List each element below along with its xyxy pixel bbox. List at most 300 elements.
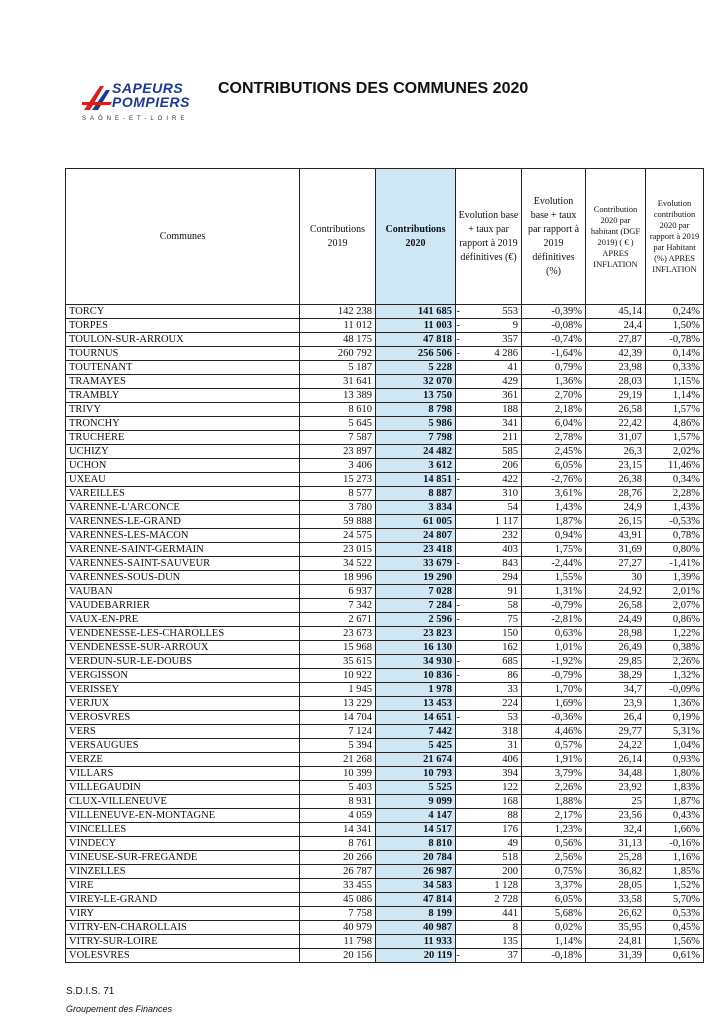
commune-name: VENDENESSE-SUR-ARROUX <box>66 641 300 655</box>
table-row <box>66 879 704 893</box>
contribution-2019: 35 615 <box>300 655 376 669</box>
evolution-eur: 403 <box>456 543 522 557</box>
evolution-pct: 0,75% <box>522 865 586 879</box>
footer-department: Groupement des Finances <box>66 1004 173 1014</box>
commune-name: TRAMAYES <box>66 375 300 389</box>
contribution-per-habitant: 22,42 <box>586 417 646 431</box>
contribution-2019: 5 403 <box>300 781 376 795</box>
evolution-pct: 3,37% <box>522 879 586 893</box>
contribution-per-habitant: 23,15 <box>586 459 646 473</box>
table-row <box>66 739 704 753</box>
contribution-2019: 45 086 <box>300 893 376 907</box>
table-row <box>66 599 704 613</box>
evolution-pct: 1,14% <box>522 935 586 949</box>
table-row <box>66 851 704 865</box>
evolution-per-habitant: 0,24% <box>646 305 704 319</box>
contribution-per-habitant: 29,85 <box>586 655 646 669</box>
evolution-eur: 1 117 <box>456 515 522 529</box>
evolution-pct: 4,46% <box>522 725 586 739</box>
contribution-2020: 26 987 <box>376 865 456 879</box>
contribution-per-habitant: 33,58 <box>586 893 646 907</box>
table-row <box>66 431 704 445</box>
contribution-2019: 3 780 <box>300 501 376 515</box>
evolution-eur: 162 <box>456 641 522 655</box>
table-row <box>66 585 704 599</box>
contribution-2019: 48 175 <box>300 333 376 347</box>
commune-name: VITRY-SUR-LOIRE <box>66 935 300 949</box>
contribution-per-habitant: 36,82 <box>586 865 646 879</box>
evolution-pct: 1,55% <box>522 571 586 585</box>
contribution-per-habitant: 26,3 <box>586 445 646 459</box>
evolution-per-habitant: 2,07% <box>646 599 704 613</box>
evolution-pct: -0,36% <box>522 711 586 725</box>
evolution-eur: 585 <box>456 445 522 459</box>
contribution-2020: 11 003 - <box>376 319 456 333</box>
contribution-2020: 33 679 - <box>376 557 456 571</box>
contribution-2020: 32 070 <box>376 375 456 389</box>
evolution-pct: 1,31% <box>522 585 586 599</box>
commune-name: TORPES <box>66 319 300 333</box>
table-row <box>66 529 704 543</box>
table-header-row <box>66 169 704 305</box>
table-row <box>66 697 704 711</box>
header-communes: Communes <box>66 169 300 305</box>
contribution-per-habitant: 31,07 <box>586 431 646 445</box>
evolution-per-habitant: 2,02% <box>646 445 704 459</box>
evolution-pct: 1,36% <box>522 375 586 389</box>
evolution-pct: 2,17% <box>522 809 586 823</box>
evolution-pct: 6,04% <box>522 417 586 431</box>
evolution-eur: 429 <box>456 375 522 389</box>
evolution-pct: 2,56% <box>522 851 586 865</box>
contribution-2020: 24 807 <box>376 529 456 543</box>
contribution-2019: 5 187 <box>300 361 376 375</box>
evolution-per-habitant: 1,83% <box>646 781 704 795</box>
contribution-per-habitant: 32,4 <box>586 823 646 837</box>
contribution-2020: 13 453 <box>376 697 456 711</box>
evolution-pct: -0,08% <box>522 319 586 333</box>
evolution-eur: 553 <box>456 305 522 319</box>
evolution-per-habitant: 0,34% <box>646 473 704 487</box>
contribution-2020: 47 814 <box>376 893 456 907</box>
logo-text-department: SAÔNE-ET-LOIRE <box>82 116 189 122</box>
evolution-per-habitant: 1,57% <box>646 431 704 445</box>
evolution-pct: 2,78% <box>522 431 586 445</box>
evolution-per-habitant: 0,33% <box>646 361 704 375</box>
evolution-pct: 1,70% <box>522 683 586 697</box>
evolution-pct: 0,79% <box>522 361 586 375</box>
negative-marker: - <box>456 334 460 345</box>
logo-text-sapeurs: SAPEURS <box>112 80 184 96</box>
header-evolution-per-habitant: Evolution contribution 2020 par rapport à 2019 par Habitant (%) APRES INFLATION <box>646 169 704 305</box>
commune-name: VAUBAN <box>66 585 300 599</box>
contribution-2020: 1 978 <box>376 683 456 697</box>
evolution-per-habitant: 5,31% <box>646 725 704 739</box>
contribution-2019: 4 059 <box>300 809 376 823</box>
contribution-2020: 14 851 - <box>376 473 456 487</box>
page-title: CONTRIBUTIONS DES COMMUNES 2020 <box>218 80 529 97</box>
table-row <box>66 669 704 683</box>
table-row <box>66 417 704 431</box>
contribution-2019: 8 931 <box>300 795 376 809</box>
table-row <box>66 361 704 375</box>
contribution-2019: 20 266 <box>300 851 376 865</box>
commune-name: VIRE <box>66 879 300 893</box>
evolution-per-habitant: -1,41% <box>646 557 704 571</box>
evolution-pct: -2,44% <box>522 557 586 571</box>
commune-name: UXEAU <box>66 473 300 487</box>
contribution-per-habitant: 23,92 <box>586 781 646 795</box>
contribution-2019: 7 124 <box>300 725 376 739</box>
evolution-per-habitant: 1,16% <box>646 851 704 865</box>
contribution-2019: 59 888 <box>300 515 376 529</box>
table-row <box>66 445 704 459</box>
contribution-2020: 5 525 <box>376 781 456 795</box>
commune-name: VARENNES-LES-MACON <box>66 529 300 543</box>
evolution-pct: 1,43% <box>522 501 586 515</box>
contribution-2019: 15 273 <box>300 473 376 487</box>
negative-marker: - <box>456 712 460 723</box>
table-row <box>66 921 704 935</box>
commune-name: VARENNES-LE-GRAND <box>66 515 300 529</box>
contribution-2019: 23 673 <box>300 627 376 641</box>
evolution-eur: 75 <box>456 613 522 627</box>
evolution-per-habitant: 1,85% <box>646 865 704 879</box>
evolution-eur: 135 <box>456 935 522 949</box>
commune-name: UCHON <box>66 459 300 473</box>
evolution-eur: 91 <box>456 585 522 599</box>
evolution-per-habitant: 0,53% <box>646 907 704 921</box>
contribution-2020: 2 596 - <box>376 613 456 627</box>
contribution-per-habitant: 26,49 <box>586 641 646 655</box>
negative-marker: - <box>456 656 460 667</box>
contribution-per-habitant: 23,98 <box>586 361 646 375</box>
contribution-2020: 8 798 <box>376 403 456 417</box>
contribution-per-habitant: 26,4 <box>586 711 646 725</box>
table-row <box>66 725 704 739</box>
contribution-2019: 1 945 <box>300 683 376 697</box>
negative-marker: - <box>456 600 460 611</box>
contribution-2019: 8 577 <box>300 487 376 501</box>
evolution-eur: 1 128 <box>456 879 522 893</box>
commune-name: VARENNES-SOUS-DUN <box>66 571 300 585</box>
evolution-per-habitant: 1,36% <box>646 697 704 711</box>
table-body <box>66 305 704 963</box>
evolution-pct: 0,63% <box>522 627 586 641</box>
contribution-2019: 13 389 <box>300 389 376 403</box>
contribution-2019: 18 996 <box>300 571 376 585</box>
evolution-per-habitant: 4,86% <box>646 417 704 431</box>
evolution-per-habitant: 1,32% <box>646 669 704 683</box>
negative-marker: - <box>456 474 460 485</box>
contribution-2020: 14 517 <box>376 823 456 837</box>
table-row <box>66 641 704 655</box>
commune-name: TOURNUS <box>66 347 300 361</box>
negative-marker: - <box>456 670 460 681</box>
evolution-eur: 206 <box>456 459 522 473</box>
table-row <box>66 613 704 627</box>
commune-name: TOULON-SUR-ARROUX <box>66 333 300 347</box>
contribution-2019: 260 792 <box>300 347 376 361</box>
evolution-eur: 361 <box>456 389 522 403</box>
evolution-per-habitant: 1,66% <box>646 823 704 837</box>
evolution-eur: 441 <box>456 907 522 921</box>
evolution-pct: 2,70% <box>522 389 586 403</box>
evolution-per-habitant: 0,45% <box>646 921 704 935</box>
table-row <box>66 347 704 361</box>
commune-name: TRIVY <box>66 403 300 417</box>
evolution-per-habitant: 1,39% <box>646 571 704 585</box>
table-row <box>66 935 704 949</box>
negative-marker: - <box>456 614 460 625</box>
contribution-2020: 10 793 <box>376 767 456 781</box>
contribution-per-habitant: 26,62 <box>586 907 646 921</box>
evolution-per-habitant: 1,15% <box>646 375 704 389</box>
evolution-per-habitant: 0,61% <box>646 949 704 963</box>
contribution-per-habitant: 38,29 <box>586 669 646 683</box>
evolution-pct: 5,68% <box>522 907 586 921</box>
evolution-eur: 685 <box>456 655 522 669</box>
contribution-per-habitant: 27,87 <box>586 333 646 347</box>
contribution-2019: 7 342 <box>300 599 376 613</box>
commune-name: VARENNE-SAINT-GERMAIN <box>66 543 300 557</box>
evolution-pct: 1,75% <box>522 543 586 557</box>
evolution-pct: 1,01% <box>522 641 586 655</box>
contribution-per-habitant: 28,05 <box>586 879 646 893</box>
evolution-per-habitant: 1,14% <box>646 389 704 403</box>
evolution-pct: 3,61% <box>522 487 586 501</box>
contribution-2020: 8 810 <box>376 837 456 851</box>
contribution-per-habitant: 43,91 <box>586 529 646 543</box>
evolution-pct: 1,23% <box>522 823 586 837</box>
commune-name: TRUCHERE <box>66 431 300 445</box>
evolution-pct: -1,92% <box>522 655 586 669</box>
commune-name: VINDECY <box>66 837 300 851</box>
commune-name: VINEUSE-SUR-FREGANDE <box>66 851 300 865</box>
evolution-eur: 224 <box>456 697 522 711</box>
evolution-eur: 54 <box>456 501 522 515</box>
contribution-2019: 11 798 <box>300 935 376 949</box>
evolution-pct: 6,05% <box>522 459 586 473</box>
commune-name: VARENNE-L'ARCONCE <box>66 501 300 515</box>
evolution-eur: 168 <box>456 795 522 809</box>
contribution-2020: 40 987 <box>376 921 456 935</box>
table-row <box>66 403 704 417</box>
evolution-eur: 310 <box>456 487 522 501</box>
commune-name: VERJUX <box>66 697 300 711</box>
table-row <box>66 809 704 823</box>
contribution-per-habitant: 35,95 <box>586 921 646 935</box>
contribution-2019: 23 015 <box>300 543 376 557</box>
commune-name: UCHIZY <box>66 445 300 459</box>
contribution-2019: 142 238 <box>300 305 376 319</box>
negative-marker: - <box>456 306 460 317</box>
evolution-per-habitant: 5,70% <box>646 893 704 907</box>
evolution-per-habitant: 0,78% <box>646 529 704 543</box>
contribution-per-habitant: 26,58 <box>586 403 646 417</box>
commune-name: VERISSEY <box>66 683 300 697</box>
evolution-pct: -0,39% <box>522 305 586 319</box>
flame-stripes-icon <box>82 80 116 114</box>
commune-name: TOUTENANT <box>66 361 300 375</box>
contribution-2020: 5 425 <box>376 739 456 753</box>
contribution-2019: 21 268 <box>300 753 376 767</box>
table-row <box>66 655 704 669</box>
commune-name: VERZE <box>66 753 300 767</box>
commune-name: TRAMBLY <box>66 389 300 403</box>
evolution-per-habitant: 1,52% <box>646 879 704 893</box>
evolution-eur: 188 <box>456 403 522 417</box>
table-row <box>66 557 704 571</box>
contribution-per-habitant: 23,56 <box>586 809 646 823</box>
table-row <box>66 389 704 403</box>
evolution-eur: 211 <box>456 431 522 445</box>
contribution-2020: 3 834 <box>376 501 456 515</box>
evolution-per-habitant: 0,86% <box>646 613 704 627</box>
commune-name: VINCELLES <box>66 823 300 837</box>
evolution-per-habitant: -0,09% <box>646 683 704 697</box>
evolution-eur: 4 286 <box>456 347 522 361</box>
evolution-eur: 9 <box>456 319 522 333</box>
table-row <box>66 333 704 347</box>
evolution-per-habitant: 1,57% <box>646 403 704 417</box>
evolution-eur: 58 <box>456 599 522 613</box>
sdis-logo <box>82 78 192 128</box>
contribution-2019: 14 341 <box>300 823 376 837</box>
contribution-per-habitant: 24,92 <box>586 585 646 599</box>
table-row <box>66 375 704 389</box>
evolution-pct: 1,88% <box>522 795 586 809</box>
contribution-per-habitant: 29,77 <box>586 725 646 739</box>
evolution-eur: 88 <box>456 809 522 823</box>
contribution-2019: 8 761 <box>300 837 376 851</box>
evolution-pct: -0,74% <box>522 333 586 347</box>
contribution-2019: 33 455 <box>300 879 376 893</box>
table-row <box>66 781 704 795</box>
contribution-per-habitant: 24,49 <box>586 613 646 627</box>
commune-name: VAUDEBARRIER <box>66 599 300 613</box>
contribution-per-habitant: 28,03 <box>586 375 646 389</box>
table-row <box>66 823 704 837</box>
contribution-2019: 40 979 <box>300 921 376 935</box>
evolution-eur: 150 <box>456 627 522 641</box>
evolution-per-habitant: 0,19% <box>646 711 704 725</box>
contribution-2019: 7 587 <box>300 431 376 445</box>
evolution-eur: 318 <box>456 725 522 739</box>
commune-name: VAREILLES <box>66 487 300 501</box>
evolution-eur: 122 <box>456 781 522 795</box>
evolution-per-habitant: -0,53% <box>646 515 704 529</box>
evolution-pct: 0,57% <box>522 739 586 753</box>
logo-text-pompiers: POMPIERS <box>112 94 190 110</box>
commune-name: VITRY-EN-CHAROLLAIS <box>66 921 300 935</box>
contribution-2019: 24 575 <box>300 529 376 543</box>
evolution-pct: -2,76% <box>522 473 586 487</box>
evolution-pct: 2,26% <box>522 781 586 795</box>
evolution-per-habitant: 1,04% <box>646 739 704 753</box>
contribution-2019: 34 522 <box>300 557 376 571</box>
header-contributions-2020: Contributions 2020 <box>376 169 456 305</box>
evolution-eur: 406 <box>456 753 522 767</box>
contribution-per-habitant: 26,58 <box>586 599 646 613</box>
contribution-2020: 21 674 <box>376 753 456 767</box>
negative-marker: - <box>456 950 460 961</box>
evolution-per-habitant: 0,14% <box>646 347 704 361</box>
contribution-per-habitant: 28,98 <box>586 627 646 641</box>
commune-name: TORCY <box>66 305 300 319</box>
header-evolution-pct: Evolution base + taux par rapport à 2019 définitives (%) <box>522 169 586 305</box>
commune-name: CLUX-VILLENEUVE <box>66 795 300 809</box>
evolution-eur: 53 <box>456 711 522 725</box>
contribution-2020: 19 290 <box>376 571 456 585</box>
evolution-per-habitant: 0,38% <box>646 641 704 655</box>
evolution-pct: 0,94% <box>522 529 586 543</box>
contribution-2020: 14 651 - <box>376 711 456 725</box>
contribution-per-habitant: 28,76 <box>586 487 646 501</box>
contribution-2019: 5 645 <box>300 417 376 431</box>
table-row <box>66 893 704 907</box>
evolution-pct: 0,02% <box>522 921 586 935</box>
table-row <box>66 837 704 851</box>
contribution-2020: 4 147 <box>376 809 456 823</box>
contribution-2019: 5 394 <box>300 739 376 753</box>
contribution-2019: 3 406 <box>300 459 376 473</box>
table-row <box>66 305 704 319</box>
contribution-per-habitant: 26,38 <box>586 473 646 487</box>
table-row <box>66 767 704 781</box>
contribution-per-habitant: 29,19 <box>586 389 646 403</box>
contribution-per-habitant: 23,9 <box>586 697 646 711</box>
contribution-per-habitant: 26,14 <box>586 753 646 767</box>
evolution-eur: 341 <box>456 417 522 431</box>
contribution-2020: 47 818 - <box>376 333 456 347</box>
table-row <box>66 683 704 697</box>
contribution-2020: 13 750 <box>376 389 456 403</box>
contribution-2020: 34 930 - <box>376 655 456 669</box>
footer-organization: S.D.I.S. 71 <box>66 986 115 997</box>
contribution-2020: 5 986 <box>376 417 456 431</box>
evolution-per-habitant: 1,22% <box>646 627 704 641</box>
table-row <box>66 711 704 725</box>
commune-name: VERGISSON <box>66 669 300 683</box>
contribution-per-habitant: 25,28 <box>586 851 646 865</box>
evolution-pct: 1,69% <box>522 697 586 711</box>
evolution-eur: 176 <box>456 823 522 837</box>
commune-name: VERDUN-SUR-LE-DOUBS <box>66 655 300 669</box>
contribution-2019: 6 937 <box>300 585 376 599</box>
contribution-2019: 23 897 <box>300 445 376 459</box>
evolution-eur: 86 <box>456 669 522 683</box>
contribution-2020: 23 418 <box>376 543 456 557</box>
evolution-eur: 200 <box>456 865 522 879</box>
contribution-2020: 9 099 <box>376 795 456 809</box>
evolution-eur: 294 <box>456 571 522 585</box>
table-row <box>66 319 704 333</box>
contribution-2020: 3 612 <box>376 459 456 473</box>
evolution-pct: 2,18% <box>522 403 586 417</box>
contribution-per-habitant: 27,27 <box>586 557 646 571</box>
commune-name: VAUX-EN-PRE <box>66 613 300 627</box>
contributions-table <box>65 168 704 963</box>
commune-name: VARENNES-SAINT-SAUVEUR <box>66 557 300 571</box>
contribution-per-habitant: 31,69 <box>586 543 646 557</box>
evolution-eur: 518 <box>456 851 522 865</box>
evolution-per-habitant: -0,16% <box>646 837 704 851</box>
evolution-per-habitant: 0,43% <box>646 809 704 823</box>
evolution-pct: -0,79% <box>522 669 586 683</box>
contribution-per-habitant: 34,7 <box>586 683 646 697</box>
commune-name: VERS <box>66 725 300 739</box>
